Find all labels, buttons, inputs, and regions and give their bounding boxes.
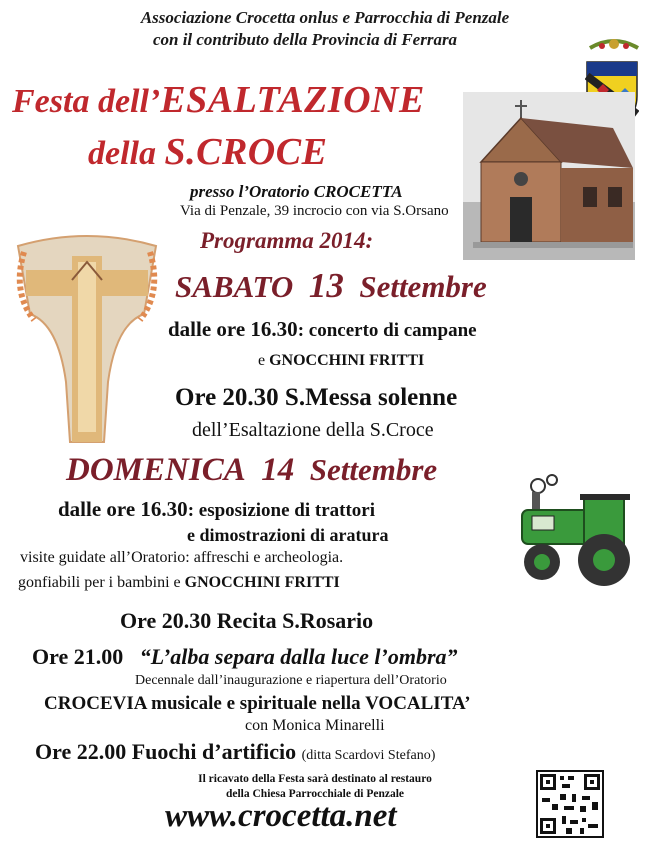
sunday-time-21: Ore 21.00 [32, 644, 124, 669]
sunday-line-2: e dimostrazioni di aratura [187, 525, 389, 545]
saturday-heading [175, 266, 487, 306]
saturday-event-1: : concerto di campane [297, 320, 477, 341]
sunday-month: Settembre [309, 452, 438, 487]
saturday-day-num: 13 [308, 266, 344, 305]
saturday-month: Settembre [359, 269, 487, 304]
saturday-line-1 [168, 317, 477, 342]
cross-image [12, 232, 162, 452]
header-line-2: con il contributo della Provincia di Ferrara [152, 30, 458, 49]
saturday-esaltazione: dell’Esaltazione della S.Croce [192, 419, 434, 441]
sunday-time-1: dalle ore 16.30 [58, 497, 188, 521]
sunday-day-num: 14 [261, 452, 295, 488]
sunday-gnocchini: GNOCCHINI FRITTI [184, 574, 340, 591]
festa-title [12, 78, 425, 122]
title-prefix-2: della [88, 135, 156, 172]
program-title: Programma 2014: [200, 228, 374, 253]
sunday-crocevia: CROCEVIA musicale e spirituale nella VOCALITA’ [44, 693, 471, 714]
saturday-line-2-pre: e [258, 352, 270, 369]
sunday-event-1: : esposizione di trattori [187, 500, 376, 521]
sunday-fuochi: Ore 22.00 Fuochi d’artificio [35, 739, 297, 764]
saturday-day-name: SABATO [175, 269, 294, 304]
header-line-1: Associazione Crocetta onlus e Parrocchia di Penzale [140, 8, 510, 27]
sunday-decennale: Decennale dall’inaugurazione e riapertura dell’Oratorio [135, 673, 447, 688]
sunday-line-10 [35, 739, 435, 765]
saturday-gnocchini: GNOCCHINI FRITTI [269, 352, 425, 369]
sunday-line-6 [32, 644, 458, 670]
sunday-day-name: DOMENICA [66, 452, 246, 488]
festa-title-2 [88, 130, 327, 174]
sunday-heading [66, 452, 437, 489]
saturday-line-2 [258, 352, 424, 370]
church-image [463, 92, 635, 260]
footer-line-1: Il ricavato della Festa sarà destinato al restauro [198, 773, 432, 785]
sunday-line-1 [58, 497, 375, 522]
title-main: ESALTAZIONE [160, 79, 425, 121]
saturday-time-1: dalle ore 16.30 [168, 317, 298, 341]
sunday-rosario: Ore 20.30 Recita S.Rosario [120, 608, 374, 633]
title-prefix: Festa dell’ [12, 83, 161, 120]
title-main-2: S.CROCE [164, 131, 328, 173]
sunday-line-4 [18, 574, 340, 592]
location-presso: presso l’Oratorio CROCETTA [190, 182, 403, 201]
website-url[interactable]: www.crocetta.net [165, 798, 397, 834]
qr-code-icon [536, 770, 604, 838]
sunday-quote: “L’alba separa dalla luce l’ombra” [139, 644, 458, 669]
sunday-line-3: visite guidate all’Oratorio: affreschi e archeologia. [20, 549, 344, 566]
sunday-minarelli: con Monica Minarelli [245, 717, 385, 734]
sunday-ditta: (ditta Scardovi Stefano) [301, 748, 436, 763]
footer-line-2: della Chiesa Parrocchiale di Penzale [225, 788, 404, 800]
sunday-line-4-pre: gonfiabili per i bambini e [18, 574, 185, 591]
wreath-icon [586, 36, 642, 58]
location-address: Via di Penzale, 39 incrocio con via S.Orsano [180, 203, 449, 219]
tractor-icon [512, 474, 640, 594]
saturday-messa: Ore 20.30 S.Messa solenne [175, 384, 458, 411]
